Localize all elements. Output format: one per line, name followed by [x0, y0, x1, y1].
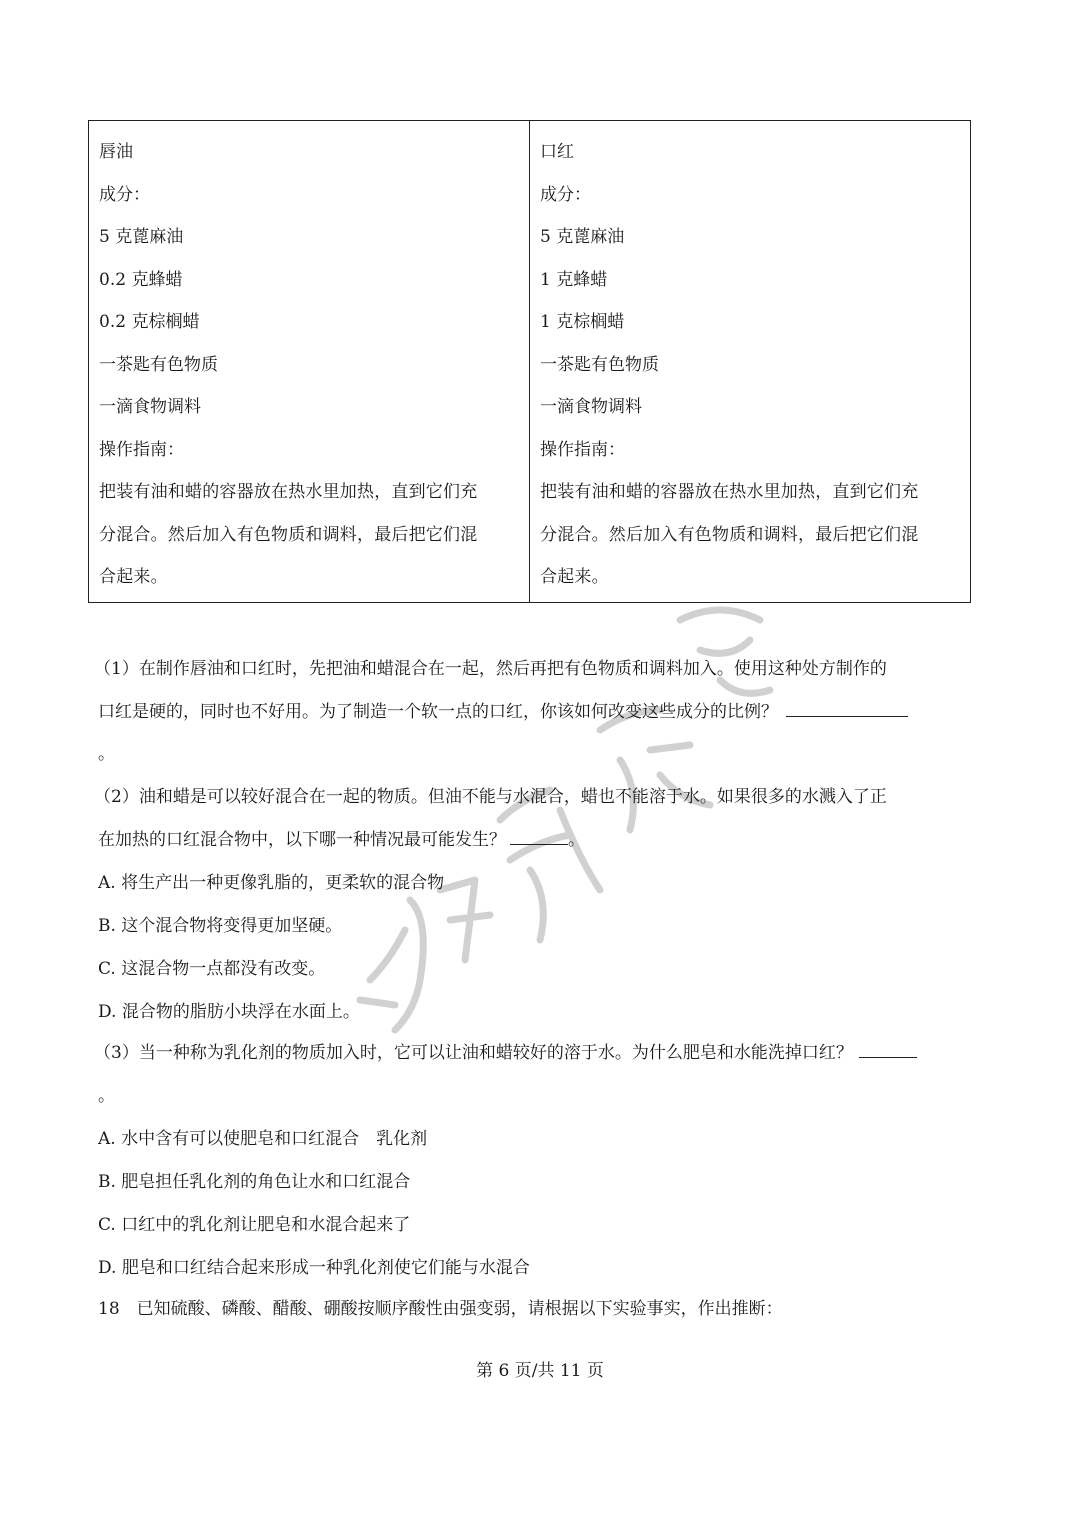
option-item: A. 水中含有可以使肥皂和口红混合 乳化剂: [98, 1129, 428, 1149]
guide-line: 合起来。: [540, 567, 609, 587]
guide-line: 把装有油和蜡的容器放在热水里加热，直到它们充: [540, 482, 919, 502]
question-text: 口红是硬的，同时也不好用。为了制造一个软一点的口红，你该如何改变这些成分的比例？: [98, 701, 778, 722]
ingredient-item: 1 克棕榈蜡: [540, 312, 625, 332]
ingredients-label: 成分：: [99, 184, 150, 205]
question-text: 18 已知硫酸、磷酸、醋酸、硼酸按顺序酸性由强变弱，请根据以下实验事实，作出推断：: [98, 1299, 783, 1319]
page-footer: 第 6 页/共 11 页: [476, 1361, 604, 1381]
question-text-end: 。: [98, 1086, 115, 1106]
question-text-end: 。: [98, 744, 115, 764]
option-item: C. 口红中的乳化剂让肥皂和水混合起来了: [98, 1215, 411, 1235]
question-text-line: [98, 691, 988, 734]
question-text: 在加热的口红混合物中，以下哪一种情况最可能发生？: [98, 830, 506, 850]
ingredient-item: 一茶匙有色物质: [540, 354, 659, 375]
ingredient-item: 一滴食物调料: [99, 397, 201, 417]
recipe-title: 口红: [540, 142, 574, 162]
option-item: B. 肥皂担任乳化剂的角色让水和口红混合: [98, 1172, 411, 1192]
recipe-column-lipstick: [529, 121, 970, 602]
question-3: [94, 1032, 988, 1290]
question-text: （1）在制作唇油和口红时，先把油和蜡混合在一起，然后再把有色物质和调料加入。使用这种处方制作的: [94, 659, 887, 679]
ingredient-item: 0.2 克棕榈蜡: [99, 312, 200, 332]
guide-line: 把装有油和蜡的容器放在热水里加热，直到它们充: [99, 482, 478, 502]
recipe-column-lip-oil: [89, 121, 529, 602]
question-18: [98, 1288, 988, 1331]
answer-blank[interactable]: [786, 698, 908, 717]
ingredient-item: 5 克蓖麻油: [540, 227, 625, 247]
ingredient-item: 一茶匙有色物质: [99, 354, 218, 375]
option-item: C. 这混合物一点都没有改变。: [98, 959, 326, 979]
question-1: [94, 648, 988, 776]
option-item: A. 将生产出一种更像乳脂的，更柔软的混合物: [98, 873, 445, 893]
guide-label: 操作指南：: [540, 439, 625, 460]
question-2: [94, 776, 988, 1034]
guide-label: 操作指南：: [99, 439, 184, 460]
recipe-table: [88, 120, 971, 603]
question-text: （3）当一种称为乳化剂的物质加入时，它可以让油和蜡较好的溶于水。为什么肥皂和水能洗掉口红？: [94, 1043, 853, 1063]
recipe-title: 唇油: [99, 142, 133, 162]
question-text-end: 。: [568, 830, 585, 850]
ingredient-item: 0.2 克蜂蜡: [99, 269, 183, 290]
option-item: D. 肥皂和口红结合起来形成一种乳化剂使它们能与水混合: [98, 1258, 530, 1278]
option-item: B. 这个混合物将变得更加坚硬。: [98, 916, 343, 936]
guide-line: 分混合。然后加入有色物质和调料，最后把它们混: [99, 524, 478, 545]
guide-line: 分混合。然后加入有色物质和调料，最后把它们混: [540, 524, 919, 545]
ingredient-item: 5 克蓖麻油: [99, 227, 184, 247]
guide-line: 合起来。: [99, 567, 168, 587]
answer-blank[interactable]: [859, 1039, 917, 1058]
ingredient-item: 一滴食物调料: [540, 397, 642, 417]
answer-blank[interactable]: [510, 826, 568, 845]
question-text: （2）油和蜡是可以较好混合在一起的物质。但油不能与水混合，蜡也不能溶于水。如果很多的水溅入了正: [94, 787, 887, 807]
ingredients-label: 成分：: [540, 184, 591, 205]
option-item: D. 混合物的脂肪小块浮在水面上。: [98, 1002, 360, 1022]
ingredient-item: 1 克蜂蜡: [540, 269, 608, 290]
